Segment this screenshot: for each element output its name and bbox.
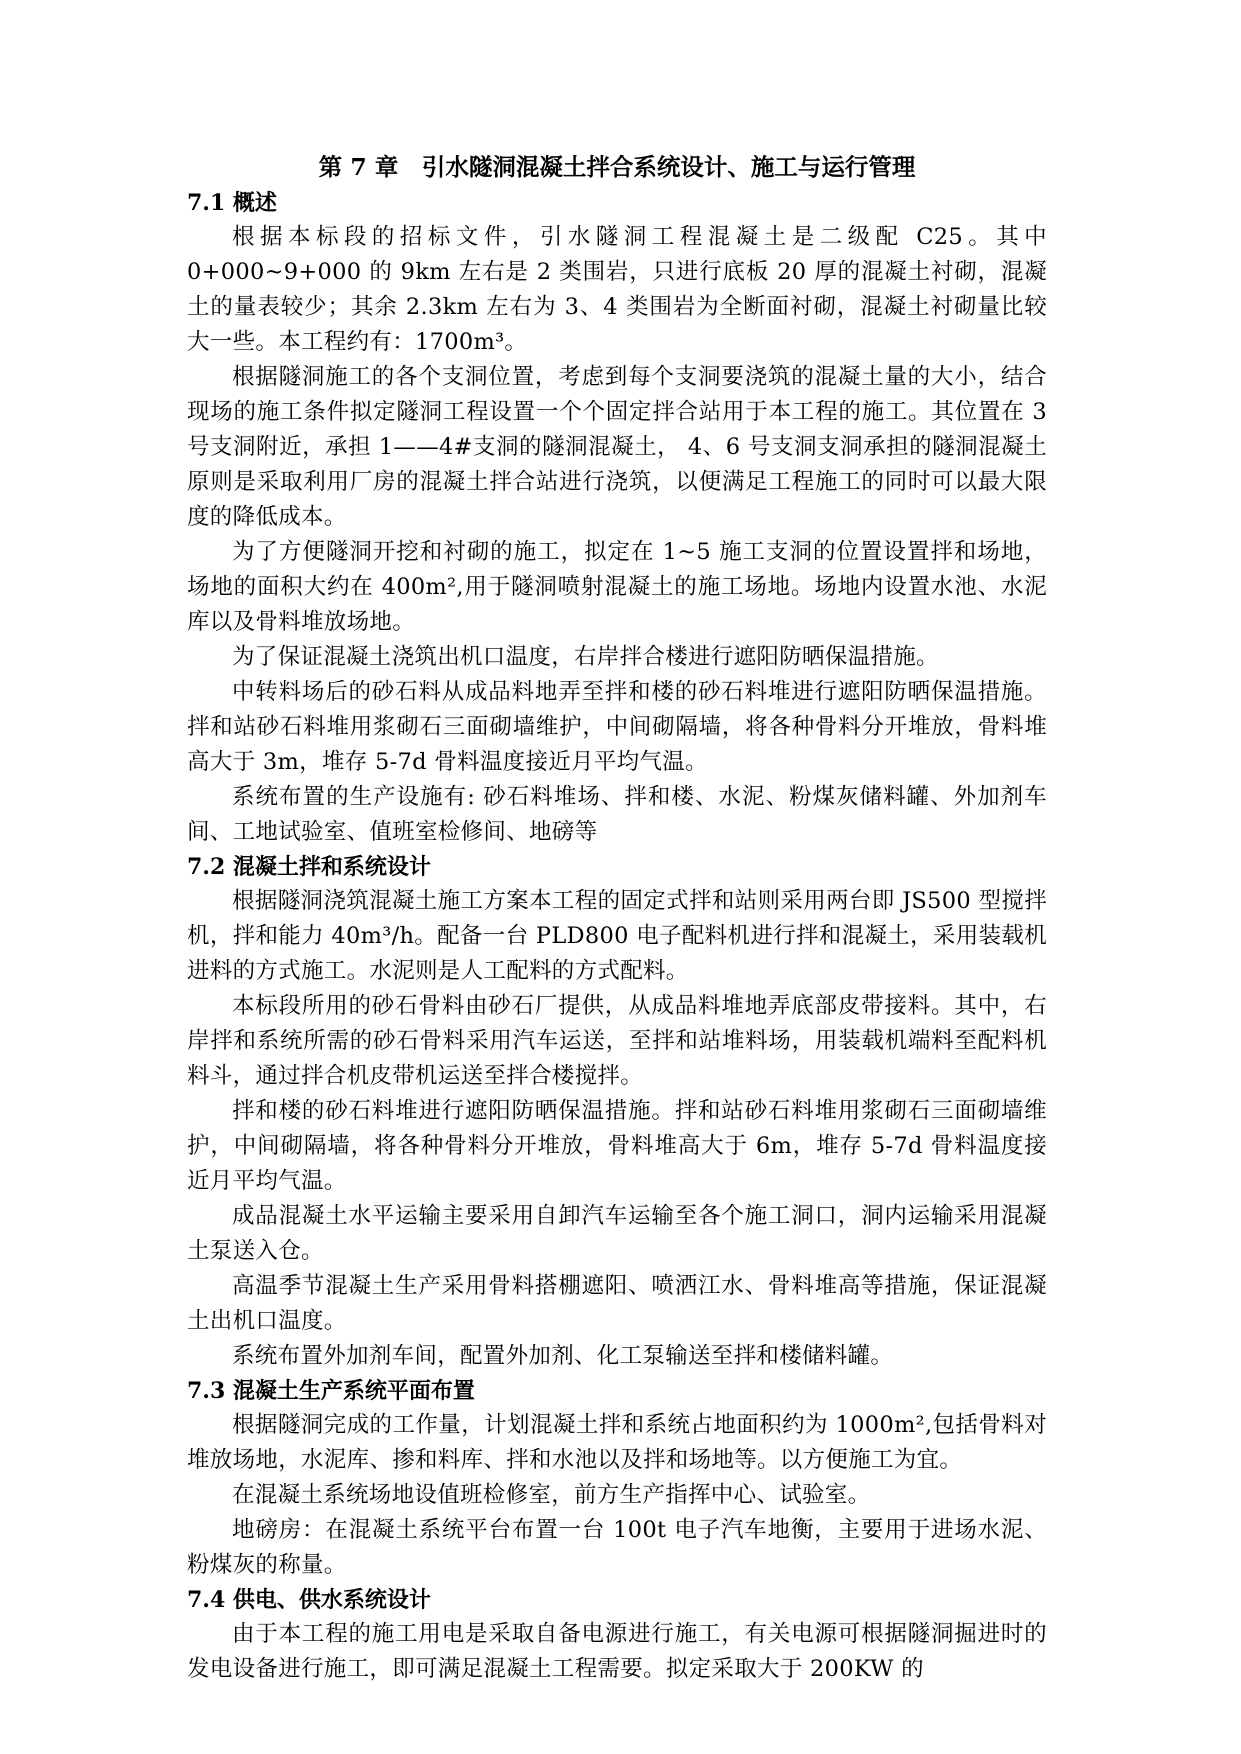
paragraph: 根据隧洞完成的工作量，计划混凝土拌和系统占地面积约为 1000m²,包括骨料对堆放场地，水泥库、掺和料库、拌和水池以及拌和场地等。以方便施工为宜。 bbox=[187, 1412, 1047, 1473]
paragraph: 系统布置的生产设施有: 砂石料堆场、拌和楼、水泥、粉煤灰储料罐、外加剂车间、工地试验室、值班室检修间、地磅等 bbox=[187, 784, 1047, 845]
paragraph: 拌和楼的砂石料堆进行遮阳防晒保温措施。拌和站砂石料堆用浆砌石三面砌墙维护，中间砌隔墙，将各种骨料分开堆放，骨料堆高大于 6m，堆存 5-7d 骨料温度接近月平均气温。 bbox=[187, 1098, 1047, 1194]
document-page bbox=[187, 150, 1047, 1687]
paragraph: 根据隧洞施工的各个支洞位置，考虑到每个支洞要浇筑的混凝土量的大小，结合现场的施工条件拟定隧洞工程设置一个个固定拌合站用于本工程的施工。其位置在 3 号支洞附近，承担 1——4#支洞的隧洞混凝土， 4、6 号支洞支洞承担的隧洞混凝土原则是采取利用厂房的混凝土拌合站进行浇筑，以便满足工程施工的同时可以最大限度的降低成本。 bbox=[187, 364, 1047, 530]
paragraph: 为了保证混凝土浇筑出机口温度，右岸拌合楼进行遮阳防晒保温措施。 bbox=[232, 644, 939, 670]
paragraph: 系统布置外加剂车间，配置外加剂、化工泵输送至拌和楼储料罐。 bbox=[232, 1343, 894, 1369]
section-heading-7-3: 7.3 混凝土生产系统平面布置 bbox=[187, 1378, 475, 1404]
paragraph: 在混凝土系统场地设值班检修室，前方生产指挥中心、试验室。 bbox=[232, 1482, 871, 1508]
paragraph: 高温季节混凝土生产采用骨料搭棚遮阳、喷洒江水、骨料堆高等措施，保证混凝土出机口温度。 bbox=[187, 1273, 1047, 1334]
paragraph: 中转料场后的砂石料从成品料地弄至拌和楼的砂石料堆进行遮阳防晒保温措施。拌和站砂石料堆用浆砌石三面砌墙维护，中间砌隔墙，将各种骨料分开堆放，骨料堆高大于 3m，堆存 5-7d 骨料温度接近月平均气温。 bbox=[187, 679, 1047, 775]
paragraph: 根据隧洞浇筑混凝土施工方案本工程的固定式拌和站则采用两台即 JS500 型搅拌机，拌和能力 40m³/h。配备一台 PLD800 电子配料机进行拌和混凝土，采用装载机进料的方式施工。水泥则是人工配料的方式配料。 bbox=[187, 888, 1047, 984]
paragraph: 地磅房：在混凝土系统平台布置一台 100t 电子汽车地衡，主要用于进场水泥、粉煤灰的称量。 bbox=[187, 1517, 1047, 1578]
paragraph: 由于本工程的施工用电是采取自备电源进行施工，有关电源可根据隧洞掘进时的发电设备进行施工，即可满足混凝土工程需要。拟定采取大于 200KW 的 bbox=[187, 1621, 1047, 1682]
section-heading-7-1: 7.1 概述 bbox=[187, 190, 277, 216]
section-heading-7-4: 7.4 供电、供水系统设计 bbox=[187, 1587, 431, 1613]
paragraph: 根据本标段的招标文件，引水隧洞工程混凝土是二级配 C25。其中 0+000~9+000 的 9km 左右是 2 类围岩，只进行底板 20 厚的混凝土衬砌，混凝土的量表较少；其余 2.3km 左右为 3、4 类围岩为全断面衬砌，混凝土衬砌量比较大一些。本工程约有：1700m³。 bbox=[187, 224, 1047, 355]
paragraph: 本标段所用的砂石骨料由砂石厂提供，从成品料堆地弄底部皮带接料。其中，右岸拌和系统所需的砂石骨料采用汽车运送，至拌和站堆料场，用装载机端料至配料机料斗，通过拌合机皮带机运送至拌合楼搅拌。 bbox=[187, 993, 1047, 1089]
section-heading-7-2: 7.2 混凝土拌和系统设计 bbox=[187, 854, 431, 880]
paragraph: 成品混凝土水平运输主要采用自卸汽车运输至各个施工洞口，洞内运输采用混凝土泵送入仓。 bbox=[187, 1203, 1047, 1264]
paragraph: 为了方便隧洞开挖和衬砌的施工，拟定在 1~5 施工支洞的位置设置拌和场地，场地的面积大约在 400m²,用于隧洞喷射混凝土的施工场地。场地内设置水池、水泥库以及骨料堆放场地。 bbox=[187, 539, 1047, 635]
chapter-title: 第 7 章 引水隧洞混凝土拌合系统设计、施工与运行管理 bbox=[318, 153, 916, 181]
